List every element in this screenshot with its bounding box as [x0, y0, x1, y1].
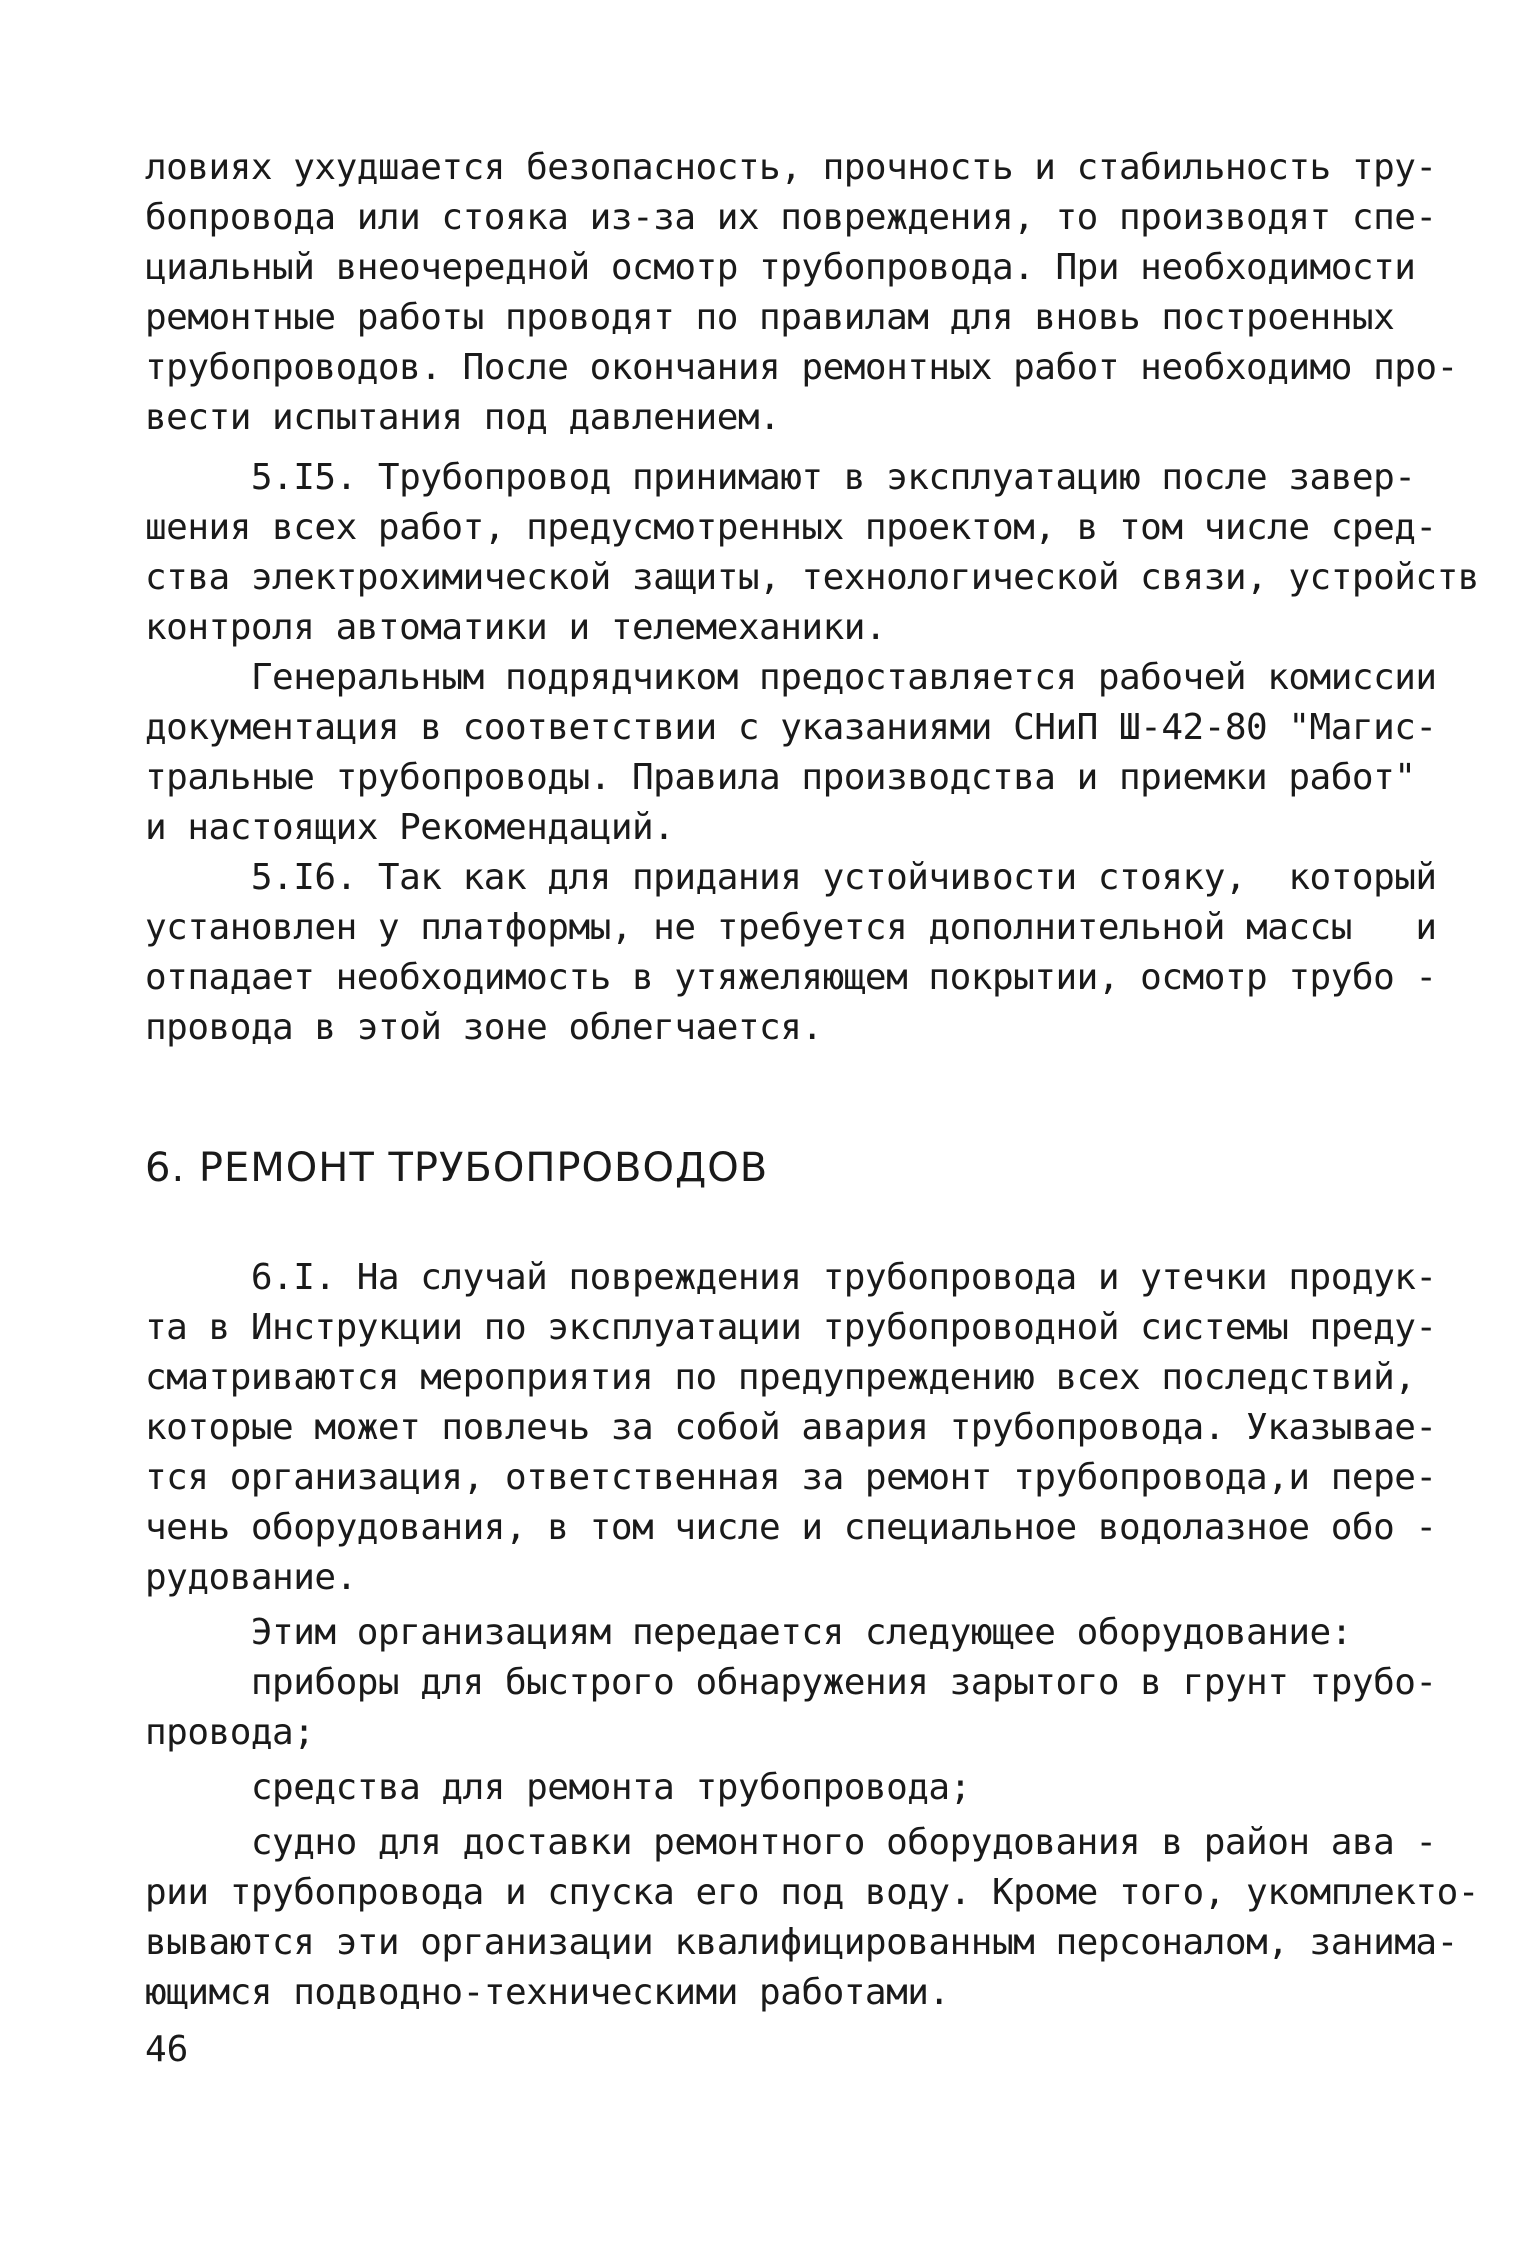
text-line: тральные трубопроводы. Правила производства и приемки работ" [145, 757, 1416, 798]
text-line: 5.I5. Трубопровод принимают в эксплуатацию после завер- [145, 457, 1416, 498]
text-line: и настоящих Рекомендаций. [145, 807, 675, 848]
text-line: ющимся подводно-техническими работами. [145, 1972, 950, 2013]
text-line: рии трубопровода и спуска его под воду. Кроме того, укомплекто- [145, 1872, 1479, 1913]
text-line: сматриваются мероприятия по предупреждению всех последствий, [145, 1357, 1416, 1398]
text-line: судно для доставки ремонтного оборудования в район ава - [145, 1822, 1437, 1863]
page-number: 46 [145, 2029, 189, 2070]
text-line: рудование. [145, 1557, 357, 1598]
text-line: 5.I6. Так как для придания устойчивости стояку, который [145, 857, 1437, 898]
text-line: Генеральным подрядчиком предоставляется рабочей комиссии [145, 657, 1437, 698]
text-line: документация в соответствии с указаниями СНиП Ш-42-80 "Магис- [145, 707, 1437, 748]
text-line: шения всех работ, предусмотренных проектом, в том числе сред- [145, 507, 1437, 548]
text-line: установлен у платформы, не требуется дополнительной массы и [145, 907, 1437, 948]
text-line: провода в этой зоне облегчается. [145, 1007, 823, 1048]
text-line: приборы для быстрого обнаружения зарытого в грунт трубо- [145, 1662, 1437, 1703]
text-line: чень оборудования, в том числе и специальное водолазное обо - [145, 1507, 1437, 1548]
text-line: та в Инструкции по эксплуатации трубопроводной системы преду- [145, 1307, 1437, 1348]
text-line: ства электрохимической защиты, технологической связи, устройств [145, 557, 1479, 598]
text-line: циальный внеочередной осмотр трубопровода. При необходимости [145, 247, 1416, 288]
text-line: ловиях ухудшается безопасность, прочность и стабильность тру- [145, 147, 1437, 188]
text-line: Этим организациям передается следующее оборудование: [145, 1612, 1352, 1653]
text-line: ремонтные работы проводят по правилам для вновь построенных [145, 297, 1395, 338]
text-line: провода; [145, 1712, 315, 1753]
text-line: трубопроводов. После окончания ремонтных работ необходимо про- [145, 347, 1458, 388]
text-line: вести испытания под давлением. [145, 397, 781, 438]
text-line: которые может повлечь за собой авария трубопровода. Указывае- [145, 1407, 1437, 1448]
text-line: тся организация, ответственная за ремонт трубопровода,и пере- [145, 1457, 1437, 1498]
text-line: 6.I. На случай повреждения трубопровода и утечки продук- [145, 1257, 1437, 1298]
text-line: отпадает необходимость в утяжеляющем покрытии, осмотр трубо - [145, 957, 1437, 998]
text-line: средства для ремонта трубопровода; [145, 1767, 971, 1808]
text-line: контроля автоматики и телемеханики. [145, 607, 887, 648]
text-line: бопровода или стояка из-за их повреждения, то производят спе- [145, 197, 1437, 238]
text-line: вываются эти организации квалифицированным персоналом, занима- [145, 1922, 1458, 1963]
section-heading: 6. РЕМОНТ ТРУБОПРОВОДОВ [145, 1145, 769, 1191]
